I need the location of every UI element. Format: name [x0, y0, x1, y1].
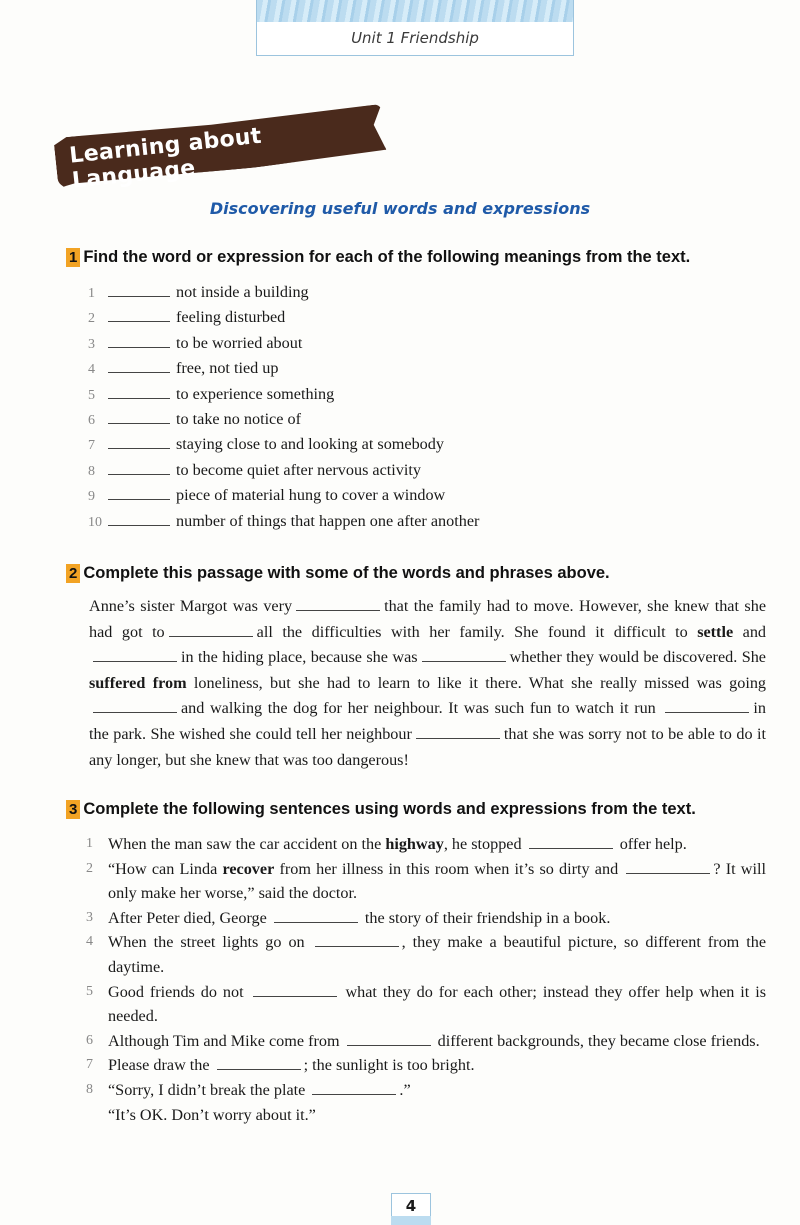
sentence-text: Good friends do not [108, 982, 244, 1001]
sentence-text: Please draw the [108, 1056, 210, 1075]
item-number: 5 [86, 983, 93, 999]
list-item [86, 980, 766, 1029]
answer-blank[interactable] [665, 711, 749, 713]
answer-blank[interactable] [108, 320, 170, 322]
exercise-2-passage [89, 594, 766, 773]
list-item [88, 334, 479, 359]
passage-text: that she was sorry not to be able to do it any longer, but she knew that was too dangerous! [89, 724, 766, 769]
exercise-3-number: 3 [66, 800, 80, 819]
answer-blank[interactable] [422, 660, 506, 662]
answer-blank[interactable] [253, 995, 337, 997]
item-meaning: piece of material hung to cover a window [176, 486, 446, 505]
passage-text: whether they would be discovered. She [509, 648, 766, 667]
list-item [86, 930, 766, 979]
sentence-text: .” [399, 1080, 411, 1099]
exercise-2-instruction: Complete this passage with some of the words and phrases above. [83, 564, 610, 582]
list-item [88, 410, 479, 435]
answer-blank[interactable] [93, 660, 177, 662]
sentence-text: ; the sunlight is too bright. [303, 1056, 475, 1075]
bold-word: suffered from [89, 673, 187, 692]
list-item [86, 1078, 766, 1127]
item-meaning: to be worried about [176, 333, 303, 352]
list-item [86, 857, 766, 906]
bold-word: highway [385, 835, 444, 853]
sentence-text: the story of their friendship in a book. [364, 908, 611, 927]
answer-blank[interactable] [347, 1044, 431, 1046]
passage-text: loneliness, but she had to learn to like it there. What she really missed was going [193, 673, 767, 692]
passage-text: Anne’s sister Margot was very [89, 597, 293, 615]
sentence-text: When the man saw the car accident on the [108, 835, 382, 853]
item-number: 4 [86, 934, 93, 950]
bold-word: recover [222, 859, 275, 878]
sentence-text: from her illness in this room when it’s so dirty and [279, 859, 619, 878]
list-item [88, 435, 479, 460]
answer-blank[interactable] [93, 711, 177, 713]
section-banner-title: Learning about Language [68, 123, 263, 194]
item-meaning: feeling disturbed [176, 308, 286, 327]
answer-blank[interactable] [296, 609, 380, 611]
sentence-text: , they make a beautiful picture, so different from the daytime. [108, 933, 766, 976]
item-number: 5 [88, 387, 95, 403]
item-number: 10 [88, 514, 102, 530]
answer-blank[interactable] [108, 397, 170, 399]
answer-blank[interactable] [108, 447, 170, 449]
answer-blank[interactable] [274, 921, 358, 923]
sentence-text: When the street lights go on [108, 933, 305, 952]
passage-text: in the hiding place, because she was [181, 648, 418, 667]
list-item [88, 512, 479, 537]
item-meaning: staying close to and looking at somebody [176, 435, 444, 454]
passage-text: and [742, 622, 767, 641]
answer-blank[interactable] [108, 473, 170, 475]
list-item [88, 359, 479, 384]
exercise-2-number: 2 [66, 564, 80, 583]
item-number: 2 [86, 860, 93, 876]
item-number: 1 [88, 286, 95, 301]
item-number: 3 [86, 909, 93, 925]
sentence-text: different backgrounds, they became close friends. [437, 1031, 760, 1050]
answer-blank[interactable] [108, 498, 170, 500]
exercise-1-heading [66, 248, 690, 267]
exercise-2-heading [66, 564, 610, 583]
item-meaning: to experience something [176, 384, 335, 403]
item-meaning: number of things that happen one after another [176, 511, 480, 530]
answer-blank[interactable] [529, 847, 613, 849]
list-item [88, 385, 479, 410]
exercise-3-heading [66, 800, 696, 819]
page-number: 4 [391, 1193, 431, 1221]
passage-text: that the family had to move. However, she knew that she had got to [89, 597, 766, 641]
answer-blank[interactable] [108, 422, 170, 424]
unit-header [256, 0, 574, 56]
passage-text: all the difficulties with her family. She found it difficult to [256, 622, 688, 641]
list-item [86, 1053, 766, 1078]
sentence-text: After Peter died, George [108, 908, 267, 927]
item-number: 3 [88, 336, 95, 352]
item-number: 8 [88, 463, 95, 479]
section-subtitle: Discovering useful words and expressions [209, 199, 591, 218]
list-item [88, 283, 479, 308]
answer-blank[interactable] [626, 872, 710, 874]
sentence-text: what they do for each other; instead they offer help when it is needed. [108, 982, 767, 1026]
answer-blank[interactable] [416, 737, 500, 739]
exercise-1-instruction: Find the word or expression for each of the following meanings from the text. [83, 248, 691, 266]
sentence-text: “How can Linda [108, 859, 218, 878]
header-decoration [257, 0, 573, 22]
exercise-3-list [86, 832, 766, 1127]
list-item [86, 832, 766, 857]
item-meaning: free, not tied up [176, 359, 279, 378]
item-number: 4 [88, 362, 95, 378]
list-item [86, 1029, 766, 1054]
page-number-decoration [391, 1216, 431, 1225]
answer-blank[interactable] [108, 371, 170, 373]
answer-blank[interactable] [312, 1093, 396, 1095]
sentence-text: Although Tim and Mike come from [108, 1031, 340, 1050]
sentence-text: offer help. [619, 835, 687, 853]
answer-blank[interactable] [315, 945, 399, 947]
answer-blank[interactable] [108, 346, 170, 348]
item-number: 6 [86, 1032, 93, 1048]
list-item [86, 906, 766, 931]
item-number: 1 [86, 836, 93, 851]
list-item [88, 461, 479, 486]
sentence-text: “It’s OK. Don’t worry about it.” [108, 1105, 316, 1124]
exercise-3-instruction: Complete the following sentences using words and expressions from the text. [83, 800, 696, 818]
item-number: 7 [88, 438, 95, 454]
unit-title: Unit 1 Friendship [351, 29, 479, 47]
item-number: 8 [86, 1081, 93, 1097]
list-item [88, 486, 479, 511]
item-number: 7 [86, 1057, 93, 1073]
sentence-text: ? It will only make her worse,” said the doctor. [108, 859, 766, 903]
item-meaning: to become quiet after nervous activity [176, 460, 421, 479]
item-number: 2 [88, 311, 95, 327]
item-meaning: not inside a building [176, 283, 309, 301]
passage-text: and walking the dog for her neighbour. It was such fun to watch it run [181, 699, 656, 718]
answer-blank[interactable] [108, 295, 170, 297]
answer-blank[interactable] [169, 635, 253, 637]
item-number: 9 [88, 489, 95, 505]
item-number: 6 [88, 412, 95, 428]
passage-text: in the park. She wished she could tell her neighbour [89, 699, 766, 743]
answer-blank[interactable] [108, 524, 170, 526]
list-item [88, 308, 479, 333]
bold-word: settle [697, 622, 734, 641]
answer-blank[interactable] [217, 1068, 301, 1070]
sentence-text: , he stopped [443, 835, 522, 853]
item-meaning: to take no notice of [176, 409, 301, 428]
exercise-1-number: 1 [66, 248, 80, 267]
sentence-text: “Sorry, I didn’t break the plate [108, 1080, 306, 1099]
exercise-1-list [88, 283, 479, 537]
